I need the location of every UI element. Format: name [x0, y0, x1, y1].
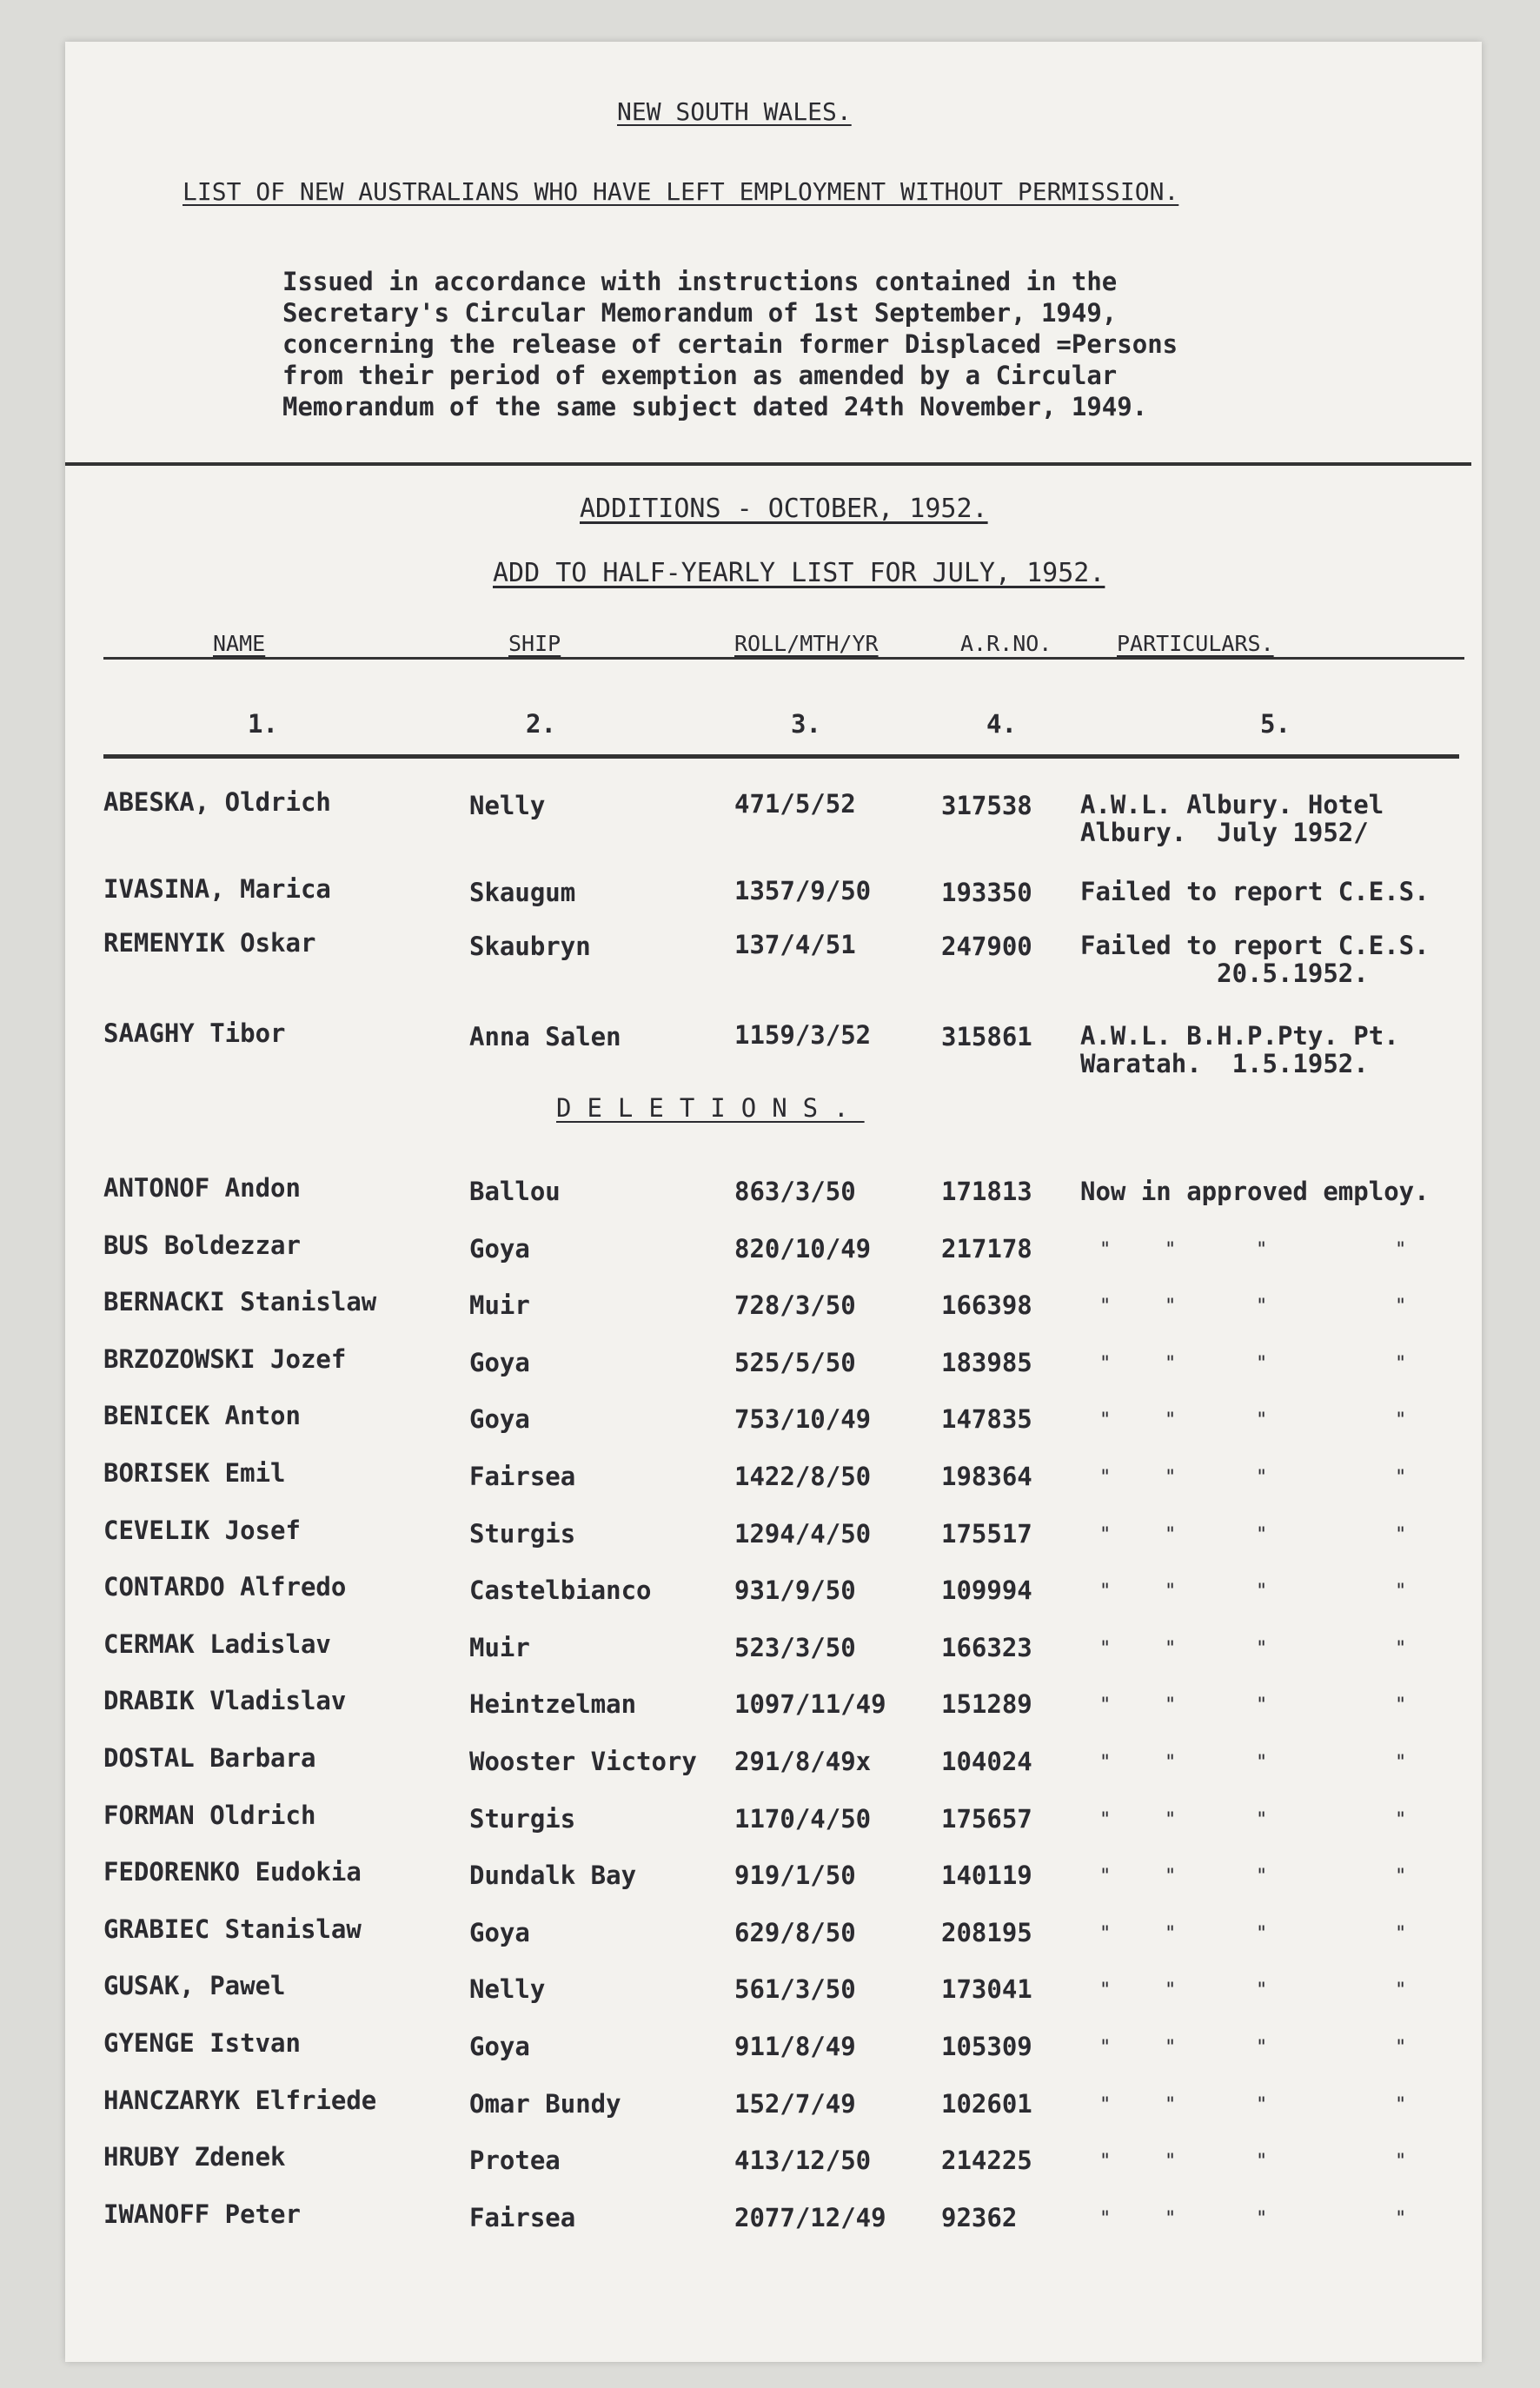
ditto-mark: "	[1395, 1638, 1407, 1660]
deletion-ship: Nelly	[469, 1974, 546, 2004]
deletion-ship: Fairsea	[469, 2203, 576, 2232]
addition-particulars: A.W.L. B.H.P.Pty. Pt. Waratah. 1.5.1952.	[1080, 1021, 1399, 1078]
ditto-mark: "	[1165, 2094, 1177, 2116]
deletion-roll: 291/8/49x	[734, 1747, 872, 1776]
addition-ship: Nelly	[469, 791, 546, 820]
ditto-mark: "	[1256, 1638, 1268, 1660]
ditto-mark: "	[1395, 1524, 1407, 1546]
addition-particulars: Failed to report C.E.S. 20.5.1952.	[1080, 931, 1430, 988]
ditto-mark: "	[1395, 1410, 1407, 1431]
ditto-mark: "	[1395, 2151, 1407, 2172]
ditto-mark: "	[1099, 1296, 1112, 1317]
deletion-ar-no: 166398	[941, 1290, 1032, 1320]
ditto-mark: "	[1395, 1980, 1407, 2001]
deletion-ar-no: 171813	[941, 1177, 1032, 1206]
ditto-mark: "	[1395, 1809, 1407, 1831]
addition-ship: Skaubryn	[469, 932, 591, 961]
ditto-mark: "	[1256, 1980, 1268, 2001]
deletion-roll: 1294/4/50	[734, 1519, 872, 1549]
deletion-name: CERMAK Ladislav	[103, 1629, 331, 1659]
ditto-mark: "	[1256, 2094, 1268, 2116]
ditto-mark: "	[1165, 1467, 1177, 1489]
ditto-mark: "	[1256, 1752, 1268, 1774]
ditto-mark: "	[1165, 1809, 1177, 1831]
deletion-ar-no: 175657	[941, 1804, 1032, 1834]
ditto-mark: "	[1395, 1752, 1407, 1774]
ditto-mark: "	[1256, 1695, 1268, 1716]
deletion-ar-no: 217178	[941, 1234, 1032, 1264]
deletion-roll: 931/9/50	[734, 1575, 856, 1605]
deletions-heading: DELETIONS.	[556, 1093, 865, 1123]
ditto-mark: "	[1099, 2094, 1112, 2116]
ditto-mark: "	[1395, 2037, 1407, 2059]
column-header-ar-no: A.R.NO.	[960, 631, 1052, 656]
ditto-mark: "	[1165, 1296, 1177, 1317]
deletion-name: HANCZARYK Elfriede	[103, 2086, 377, 2115]
ditto-mark: "	[1256, 1353, 1268, 1375]
deletion-ar-no: 105309	[941, 2032, 1032, 2061]
addition-roll: 471/5/52	[734, 789, 856, 819]
ditto-mark: "	[1395, 1353, 1407, 1375]
deletion-name: GYENGE Istvan	[103, 2028, 301, 2058]
deletion-ship: Heintzelman	[469, 1689, 637, 1719]
deletion-roll: 820/10/49	[734, 1234, 872, 1264]
ditto-mark: "	[1256, 1581, 1268, 1602]
ditto-mark: "	[1256, 1809, 1268, 1831]
deletion-name: BUS Boldezzar	[103, 1230, 301, 1260]
ditto-mark: "	[1099, 1980, 1112, 2001]
ditto-mark: "	[1165, 2037, 1177, 2059]
ditto-mark: "	[1395, 1296, 1407, 1317]
table-header-rule	[103, 657, 1464, 660]
deletion-name: DOSTAL Barbara	[103, 1743, 316, 1773]
ditto-mark: "	[1256, 2037, 1268, 2059]
additions-subheading: ADD TO HALF-YEARLY LIST FOR JULY, 1952.	[493, 558, 1105, 588]
deletion-ar-no: 102601	[941, 2089, 1032, 2119]
ditto-mark: "	[1099, 1809, 1112, 1831]
deletion-ar-no: 140119	[941, 1861, 1032, 1890]
deletion-ar-no: 173041	[941, 1974, 1032, 2004]
deletion-ar-no: 208195	[941, 1918, 1032, 1947]
ditto-mark: "	[1395, 1467, 1407, 1489]
deletion-ar-no: 175517	[941, 1519, 1032, 1549]
ditto-mark: "	[1395, 1866, 1407, 1887]
ditto-mark: "	[1165, 1638, 1177, 1660]
deletion-ar-no: 104024	[941, 1747, 1032, 1776]
ditto-mark: "	[1099, 2151, 1112, 2172]
deletion-ship: Goya	[469, 1234, 530, 1264]
deletion-roll: 413/12/50	[734, 2146, 872, 2175]
column-number-4: 4.	[986, 709, 1017, 739]
ditto-mark: "	[1256, 2151, 1268, 2172]
ditto-mark: "	[1165, 2151, 1177, 2172]
deletion-ship: Fairsea	[469, 1462, 576, 1491]
deletion-ar-no: 109994	[941, 1575, 1032, 1605]
ditto-mark: "	[1165, 1581, 1177, 1602]
ditto-mark: "	[1165, 1353, 1177, 1375]
deletion-ship: Sturgis	[469, 1804, 576, 1834]
deletion-ship: Muir	[469, 1633, 530, 1662]
ditto-mark: "	[1099, 2208, 1112, 2230]
deletion-roll: 1422/8/50	[734, 1462, 872, 1491]
deletion-ar-no: 166323	[941, 1633, 1032, 1662]
document-page	[65, 42, 1482, 2362]
deletion-ship: Goya	[469, 2032, 530, 2061]
column-number-1: 1.	[248, 709, 278, 739]
ditto-mark: "	[1165, 1752, 1177, 1774]
deletion-ship: Muir	[469, 1290, 530, 1320]
deletion-name: IWANOFF Peter	[103, 2199, 301, 2229]
ditto-mark: "	[1256, 1923, 1268, 1945]
deletion-roll: 152/7/49	[734, 2089, 856, 2119]
addition-ship: Anna Salen	[469, 1022, 621, 1051]
deletion-roll: 1170/4/50	[734, 1804, 872, 1834]
ditto-mark: "	[1395, 2094, 1407, 2116]
deletion-name: DRABIK Vladislav	[103, 1686, 347, 1715]
ditto-mark: "	[1395, 1581, 1407, 1602]
deletion-roll: 753/10/49	[734, 1404, 872, 1434]
deletion-ship: Dundalk Bay	[469, 1861, 637, 1890]
document-title: LIST OF NEW AUSTRALIANS WHO HAVE LEFT EMPLOYMENT WITHOUT PERMISSION.	[183, 177, 1179, 206]
ditto-mark: "	[1165, 1866, 1177, 1887]
ditto-mark: "	[1099, 1752, 1112, 1774]
deletion-ship: Castelbianco	[469, 1575, 652, 1605]
addition-ship: Skaugum	[469, 878, 576, 907]
deletion-roll: 561/3/50	[734, 1974, 856, 2004]
additions-heading: ADDITIONS - OCTOBER, 1952.	[580, 494, 988, 524]
deletion-name: BERNACKI Stanislaw	[103, 1287, 377, 1317]
ditto-mark: "	[1395, 2208, 1407, 2230]
deletion-name: BORISEK Emil	[103, 1458, 286, 1488]
deletion-roll: 2077/12/49	[734, 2203, 886, 2232]
deletion-roll: 525/5/50	[734, 1348, 856, 1377]
deletion-ar-no: 147835	[941, 1404, 1032, 1434]
ditto-mark: "	[1099, 1923, 1112, 1945]
deletion-particulars: Now in approved employ.	[1080, 1177, 1430, 1206]
ditto-mark: "	[1256, 2208, 1268, 2230]
ditto-mark: "	[1395, 1923, 1407, 1945]
deletion-ship: Goya	[469, 1918, 530, 1947]
ditto-mark: "	[1256, 1467, 1268, 1489]
deletion-name: BENICEK Anton	[103, 1401, 301, 1430]
deletion-ship: Protea	[469, 2146, 561, 2175]
deletion-name: FORMAN Oldrich	[103, 1801, 316, 1830]
deletion-name: BRZOZOWSKI Jozef	[103, 1344, 347, 1374]
table-number-rule	[103, 754, 1459, 759]
deletion-ar-no: 151289	[941, 1689, 1032, 1719]
deletion-ship: Goya	[469, 1404, 530, 1434]
column-number-3: 3.	[791, 709, 821, 739]
deletion-roll: 863/3/50	[734, 1177, 856, 1206]
column-header-roll: ROLL/MTH/YR	[734, 631, 879, 656]
ditto-mark: "	[1099, 1524, 1112, 1546]
deletion-roll: 1097/11/49	[734, 1689, 886, 1719]
ditto-mark: "	[1256, 1239, 1268, 1261]
state-heading: NEW SOUTH WALES.	[617, 97, 852, 126]
deletion-ship: Ballou	[469, 1177, 561, 1206]
ditto-mark: "	[1395, 1239, 1407, 1261]
deletion-ship: Wooster Victory	[469, 1747, 697, 1776]
addition-particulars: Failed to report C.E.S.	[1080, 877, 1430, 906]
addition-particulars: A.W.L. Albury. Hotel Albury. July 1952/	[1080, 790, 1384, 847]
deletion-ar-no: 92362	[941, 2203, 1018, 2232]
intro-paragraph: Issued in accordance with instructions contained in the Secretary's Circular Memorandum of 1st September, 1949, concerning the release of certain former Displaced =Persons from their period of exemption as amended by a Circular Memorandum of the same subject dated 24th November, 1949.	[282, 267, 1178, 421]
deletion-roll: 911/8/49	[734, 2032, 856, 2061]
column-header-particulars: PARTICULARS.	[1117, 631, 1274, 656]
ditto-mark: "	[1099, 1353, 1112, 1375]
ditto-mark: "	[1099, 1581, 1112, 1602]
ditto-mark: "	[1165, 1695, 1177, 1716]
deletion-name: CONTARDO Alfredo	[103, 1572, 347, 1602]
ditto-mark: "	[1099, 1695, 1112, 1716]
deletion-ship: Goya	[469, 1348, 530, 1377]
ditto-mark: "	[1165, 1524, 1177, 1546]
addition-ar-no: 247900	[941, 932, 1032, 961]
ditto-mark: "	[1165, 1239, 1177, 1261]
deletion-ship: Omar Bundy	[469, 2089, 621, 2119]
ditto-mark: "	[1165, 1980, 1177, 2001]
addition-roll: 137/4/51	[734, 930, 856, 959]
ditto-mark: "	[1256, 1866, 1268, 1887]
deletion-name: GUSAK, Pawel	[103, 1971, 286, 2000]
ditto-mark: "	[1165, 1923, 1177, 1945]
deletion-name: CEVELIK Josef	[103, 1516, 301, 1545]
ditto-mark: "	[1256, 1296, 1268, 1317]
ditto-mark: "	[1256, 1524, 1268, 1546]
addition-name: REMENYIK Oskar	[103, 928, 316, 958]
addition-roll: 1357/9/50	[734, 876, 872, 905]
ditto-mark: "	[1395, 1695, 1407, 1716]
deletion-name: HRUBY Zdenek	[103, 2142, 286, 2172]
deletion-roll: 629/8/50	[734, 1918, 856, 1947]
column-number-2: 2.	[526, 709, 556, 739]
ditto-mark: "	[1099, 2037, 1112, 2059]
ditto-mark: "	[1099, 1239, 1112, 1261]
addition-ar-no: 317538	[941, 791, 1032, 820]
addition-name: SAAGHY Tibor	[103, 1018, 286, 1048]
deletion-name: FEDORENKO Eudokia	[103, 1857, 362, 1887]
ditto-mark: "	[1099, 1467, 1112, 1489]
column-header-name: NAME	[213, 631, 266, 656]
addition-ar-no: 193350	[941, 878, 1032, 907]
deletion-ship: Sturgis	[469, 1519, 576, 1549]
addition-name: IVASINA, Marica	[103, 874, 331, 904]
ditto-mark: "	[1256, 1410, 1268, 1431]
ditto-mark: "	[1099, 1866, 1112, 1887]
deletion-name: GRABIEC Stanislaw	[103, 1914, 362, 1944]
deletion-ar-no: 214225	[941, 2146, 1032, 2175]
addition-roll: 1159/3/52	[734, 1020, 872, 1050]
deletion-name: ANTONOF Andon	[103, 1173, 301, 1203]
column-header-ship: SHIP	[508, 631, 561, 656]
column-number-5: 5.	[1260, 709, 1291, 739]
ditto-mark: "	[1165, 2208, 1177, 2230]
deletion-ar-no: 183985	[941, 1348, 1032, 1377]
ditto-mark: "	[1099, 1410, 1112, 1431]
addition-name: ABESKA, Oldrich	[103, 787, 331, 817]
section-divider	[65, 462, 1471, 466]
deletion-roll: 919/1/50	[734, 1861, 856, 1890]
deletion-roll: 728/3/50	[734, 1290, 856, 1320]
ditto-mark: "	[1165, 1410, 1177, 1431]
ditto-mark: "	[1099, 1638, 1112, 1660]
deletion-ar-no: 198364	[941, 1462, 1032, 1491]
deletion-roll: 523/3/50	[734, 1633, 856, 1662]
addition-ar-no: 315861	[941, 1022, 1032, 1051]
